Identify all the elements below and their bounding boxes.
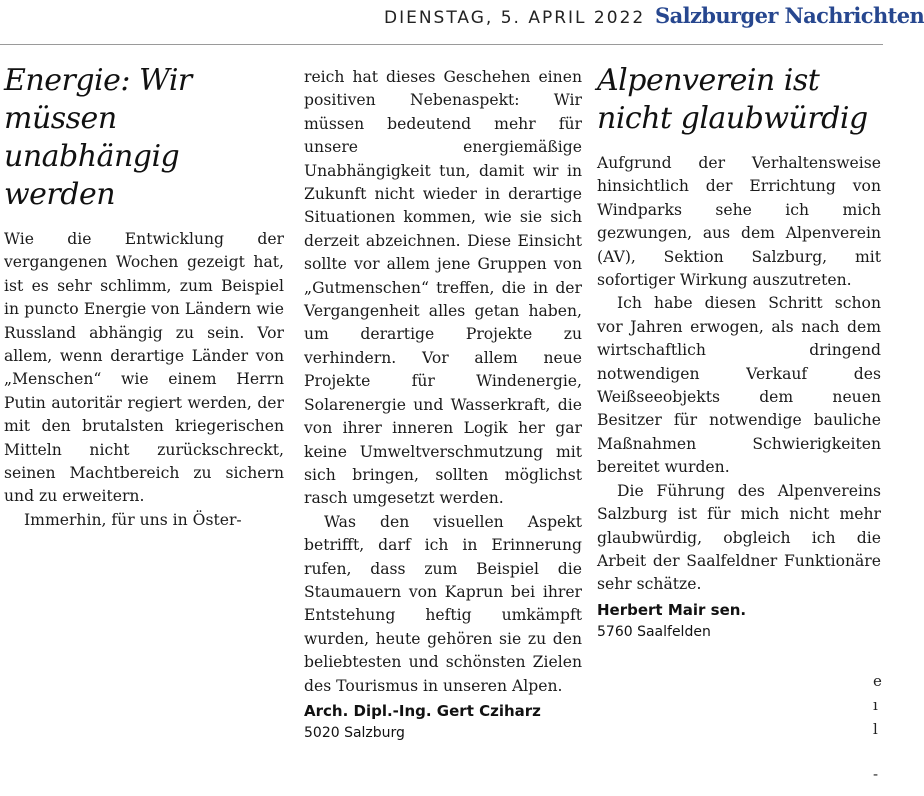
letter-energy-place: 5020 Salzburg	[304, 724, 405, 741]
letter-energy-headline-line2: unabhängig werden	[4, 139, 180, 212]
cropped-text-fragment: ı	[873, 696, 878, 714]
letter-energy-paragraph-3: reich hat dieses Geschehen einen positiven Nebenaspekt: Wir müssen bedeutend mehr für unsere energiemäßige Unabhängigkeit tun, damit wir in Zukunft nicht wieder in derartige Situationen kommen, wie sie sich derzeit abzeichnen. Diese Einsicht sollte vor allem jene Gruppen von „Gutmenschen“ treffen, die in der Vergangenheit alles getan haben, um derartige Projekte zu verhindern. Vor allem neue Projekte für Windenergie, Solarenergie und Wasserkraft, die von ihrer inneren Logik her gar keine Umweltverschmutzung mit sich bringen, sollten möglichst rasch umgesetzt werden.	[304, 68, 582, 508]
letter-alpenverein-column	[597, 62, 881, 643]
cropped-text-fragment: e	[873, 672, 882, 690]
letter-energy-paragraph-1: Wie die Entwicklung der vergangenen Wochen gezeigt hat, ist es sehr schlimm, zum Beispiel in puncto Energie von Ländern wie Russland abhängig zu sein. Vor allem, wenn derartige Länder von „Menschen“ wie einem Herrn Putin autoritär regiert werden, der mit den brutalsten kriegerischen Mitteln nicht zurückschreckt, seinen Machtbereich zu sichern und zu erweitern.	[4, 230, 284, 506]
letter-alpenverein-paragraph-1: Aufgrund der Verhaltensweise hinsichtlich der Errichtung von Windparks sehe ich mich gezwungen, aus dem Alpenverein (AV), Sektion Salzburg, mit sofortiger Wirkung auszutreten.	[597, 154, 881, 290]
letter-energy-paragraph-4: Was den visuellen Aspekt betrifft, darf ich in Erinnerung rufen, dass zum Beispiel die Staumauern von Kaprun bei ihrer Entstehung heftig umkämpft wurden, heute gehören sie zu den beliebtesten und schönsten Zielen des Tourismus in unseren Alpen.	[304, 512, 582, 695]
letter-alpenverein-headline	[597, 62, 881, 138]
header-divider	[0, 44, 883, 45]
letter-alpenverein-author: Herbert Mair sen.	[597, 600, 747, 619]
letter-alpenverein-paragraph-3: Die Führung des Alpenvereins Salzburg ist für mich nicht mehr glaubwürdig, obgleich ich die Arbeit der Saalfeldner Funktionäre sehr schätze.	[597, 481, 881, 594]
letter-energy-headline	[4, 62, 284, 214]
letter-energy-column-2	[304, 62, 582, 744]
letter-energy-headline-line1: Energie: Wir müssen	[4, 63, 192, 136]
letter-alpenverein-headline-line2: nicht glaubwürdig	[597, 101, 868, 136]
issue-date: DIENSTAG, 5. APRIL 2022	[384, 8, 646, 28]
cropped-text-fragment: l	[873, 720, 878, 738]
letter-energy-column-1	[4, 62, 284, 532]
letter-energy-paragraph-2: Immerhin, für uns in Öster-	[24, 510, 242, 529]
newspaper-masthead-logo: Salzburger Nachrichten	[655, 3, 924, 28]
cropped-text-fragment: -	[873, 765, 879, 783]
letter-alpenverein-headline-line1: Alpenverein ist	[597, 63, 820, 98]
letter-alpenverein-place: 5760 Saalfelden	[597, 623, 711, 640]
letter-alpenverein-paragraph-2: Ich habe diesen Schritt schon vor Jahren erwogen, als nach dem wirtschaftlich dringend notwendigen Verkauf des Weißseeobjekts dem neuen Besitzer für notwendige bauliche Maßnahmen Schwierigkeiten bereitet wurden.	[597, 294, 881, 477]
letter-energy-author: Arch. Dipl.-Ing. Gert Cziharz	[304, 701, 541, 720]
